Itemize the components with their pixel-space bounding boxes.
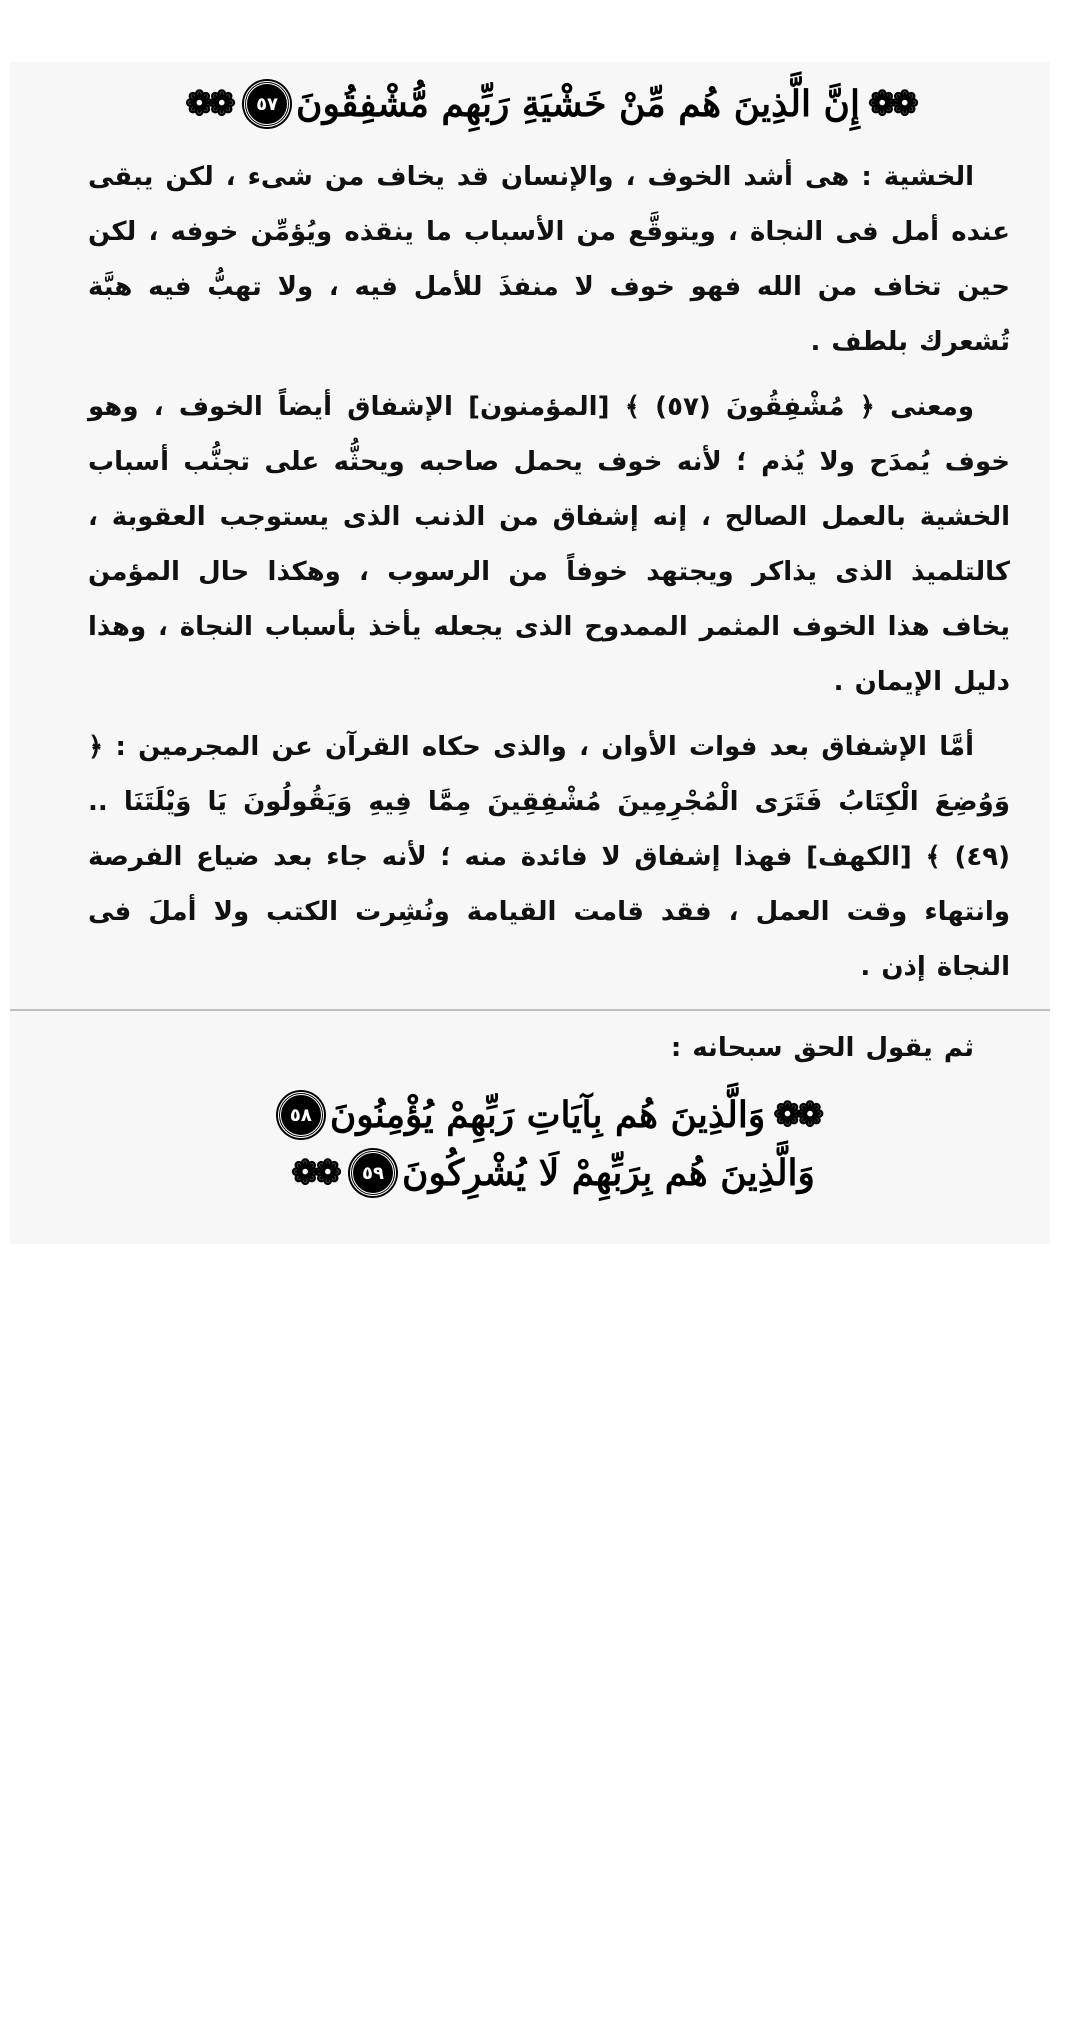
verse-57 <box>88 68 1010 140</box>
ayah-number-57: ٥٧ <box>244 81 290 127</box>
verse-59-text: وَالَّذِينَ هُم بِرَبِّهِمْ لَا يُشْرِكُونَ <box>402 1152 815 1194</box>
paragraph-mushfiqun: ومعنى ﴿ مُشْفِقُونَ (٥٧) ﴾ [المؤمنون] الإشفاق أيضاً الخوف ، وهو خوف يُمدَح ولا يُذم ؛ لأنه خوف يحمل صاحبه ويحثُّه على تجنُّب أسباب الخشية بالعمل الصالح ، إنه إشفاق من الذنب الذى يستوجب العقوبة ، كالتلميذ الذى يذاكر ويجتهد خوفاً من الرسوب ، وهكذا حال المؤمن يخاف هذا الخوف المثمر الممدوح الذى يجعله يأخذ بأسباب النجاة ، وهذا دليل الإيمان . <box>88 392 1010 697</box>
ornament-left-icon: ❁❁ <box>291 1153 337 1193</box>
ayah-number-59: ٥٩ <box>350 1150 396 1196</box>
verse-57-text: إِنَّ الَّذِينَ هُم مِّنْ خَشْيَةِ رَبِّهِم مُّشْفِقُونَ <box>296 83 860 125</box>
ornament-left-icon: ❁❁ <box>185 84 231 124</box>
divider-line <box>10 1009 1050 1011</box>
book-page <box>10 62 1050 1244</box>
ornament-right-icon: ❁❁ <box>773 1095 819 1135</box>
verse-58 <box>88 1086 1010 1144</box>
paragraph-ishfaq-late: أمَّا الإشفاق بعد فوات الأوان ، والذى حكاه القرآن عن المجرمين : ﴿ وَوُضِعَ الْكِتَابُ فَتَرَى الْمُجْرِمِينَ مُشْفِقِينَ مِمَّا فِيهِ وَيَقُولُونَ يَا وَيْلَتَنَا .. (٤٩) ﴾ [الكهف] فهذا إشفاق لا فائدة منه ؛ لأنه جاء بعد ضياع الفرصة وانتهاء وقت العمل ، فقد قامت القيامة ونُشِرت الكتب ولا أملَ فى النجاة إذن . <box>88 732 1010 982</box>
verse-59 <box>88 1144 1010 1202</box>
verse-58-text: وَالَّذِينَ هُم بِآيَاتِ رَبِّهِمْ يُؤْمِنُونَ <box>329 1094 766 1136</box>
paragraph-transition: ثم يقول الحق سبحانه : <box>670 1033 974 1063</box>
page-text <box>88 62 1010 1202</box>
paragraph-khashya: الخشية : هى أشد الخوف ، والإنسان قد يخاف من شىء ، لكن يبقى عنده أمل فى النجاة ، ويتوقَّع من الأسباب ما ينقذه ويُؤمِّن خوفه ، لكن حين تخاف من الله فهو خوف لا منفذَ للأمل فيه ، ولا تهبُّ فيه هبَّة تُشعرك بلطف . <box>88 162 1010 357</box>
ayah-number-58: ٥٨ <box>278 1092 324 1138</box>
ornament-right-icon: ❁❁ <box>867 84 913 124</box>
